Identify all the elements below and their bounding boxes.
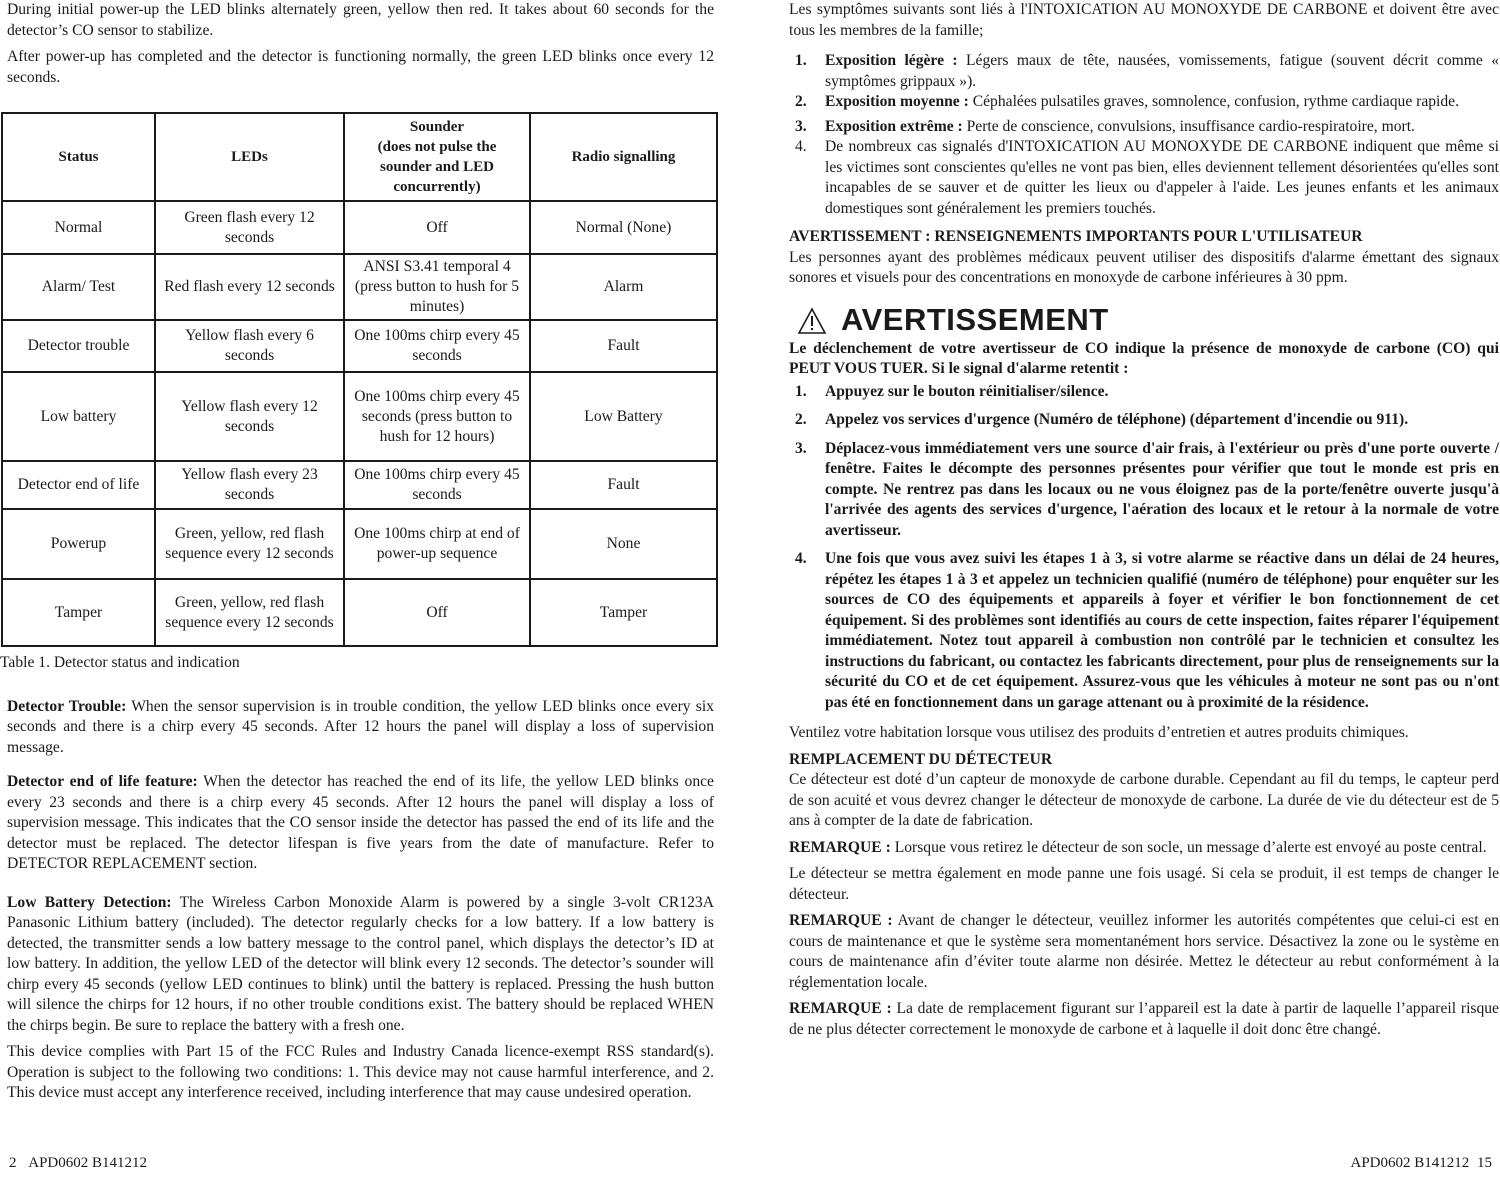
- note1-paragraph: [789, 838, 1499, 859]
- cell-radio: Fault: [530, 320, 717, 372]
- fault-paragraph: Le détecteur se mettra également en mode panne une fois usagé. Si cela se produit, il est temps de changer le détecteur.: [789, 865, 1499, 903]
- avertissement-text: Les personnes ayant des problèmes médicaux peuvent utiliser des dispositifs d'alarme émettant des signaux sonores et visuels pour des concentrations en monoxyde de carbone inférieures à 30 ppm.: [789, 248, 1499, 286]
- list-item: [789, 549, 1499, 713]
- right-footer: [1350, 1155, 1492, 1172]
- detector-trouble-text: When the sensor supervision is in trouble condition, the yellow LED blinks once every six seconds and there is a chirp every 45 seconds. After 12 hours the panel will display a loss of supervision message.: [7, 697, 715, 756]
- symptom-text: Perte de conscience, convulsions, insuffisance cardio-respiratoire, mort.: [962, 117, 1415, 135]
- note1-label: REMARQUE :: [789, 838, 891, 856]
- cell-sounder: One 100ms chirp at end of power-up sequence: [344, 509, 530, 579]
- low-battery-paragraph: [7, 893, 714, 1037]
- warning-triangle-icon: [797, 307, 827, 335]
- cell-radio: Alarm: [530, 254, 717, 320]
- cell-status: Powerup: [2, 509, 155, 579]
- note3-label: REMARQUE :: [789, 1000, 892, 1017]
- cell-sounder: One 100ms chirp every 45 seconds (press button to hush for 12 hours): [344, 372, 530, 461]
- list-item: [789, 410, 1499, 431]
- list-number: 2.: [795, 411, 807, 428]
- symptom-label: Exposition légère :: [825, 52, 958, 69]
- cell-radio: Normal (None): [530, 201, 717, 254]
- note2-text: Avant de changer le détecteur, veuillez informer les autorités compétentes que celui-ci est en cours de maintenance et que le système sera momentanément hors service. Désactivez la zone ou le système en cours de maintenance afin d’éviter toute alarme non désirée. Mettez le détecteur au rebut conformément à la réglementation locale.: [789, 912, 1499, 991]
- header-sounder-note: (does not pulse the sounder and LED concurrently): [377, 139, 497, 195]
- symptom-text: Légers maux de tête, nausées, vomissements, fatigue (souvent décrit comme « symptômes grippaux »).: [825, 52, 1499, 90]
- left-document-code: APD0602 B141212: [28, 1155, 148, 1171]
- end-of-life-paragraph: [7, 772, 714, 875]
- list-number: 1.: [795, 382, 807, 400]
- cell-sounder: One 100ms chirp every 45 seconds: [344, 320, 530, 372]
- cell-status: Detector trouble: [2, 320, 155, 372]
- table-row: [2, 579, 717, 646]
- cell-leds: Yellow flash every 12 seconds: [155, 372, 344, 461]
- table-row: [2, 461, 717, 509]
- avertissement-title: [789, 227, 1499, 248]
- fcc-paragraph: This device complies with Part 15 of the FCC Rules and Industry Canada licence-exempt RSS standard(s). Operation is subject to the following two conditions: 1. This device may not cause harmful interference, and 2. This device must accept any interference received, including interference that may cause undesired operation.: [7, 1043, 714, 1101]
- table-header-row: [2, 113, 717, 201]
- right-page-number: 15: [1477, 1155, 1492, 1171]
- symptoms-list: [789, 51, 1499, 219]
- end-of-life-label: Detector end of life feature:: [7, 773, 198, 790]
- cell-radio: None: [530, 509, 717, 579]
- header-sounder-title: Sounder: [409, 119, 465, 135]
- low-battery-text: The Wireless Carbon Monoxide Alarm is powered by a single 3-volt CR123A Panasonic Lithium battery (included). The detector regularly checks for a low battery. If a low battery is detected, the transmitter sends a low battery message to the control panel, which displays the detector’s ID at low battery. In addition, the yellow LED of the detector will blink every 12 seconds. The detector’s sounder will chirp every 45 seconds (yellow LED continues to blink) until the battery is replaced. Pressing the hush button will silence the chirps for 12 hours, if no other trouble conditions exist. The battery should be replaced WHEN the chirps begin. Be sure to replace the battery with a fresh one.: [7, 893, 714, 1034]
- list-item: [789, 117, 1499, 138]
- cell-sounder: Off: [344, 579, 530, 646]
- low-battery-label: Low Battery Detection:: [7, 893, 172, 911]
- list-number: 3.: [795, 439, 807, 457]
- steps-list: [789, 382, 1499, 714]
- note2-paragraph: [789, 911, 1499, 993]
- cell-leds: Yellow flash every 6 seconds: [155, 320, 344, 372]
- cell-sounder: One 100ms chirp every 45 seconds: [344, 461, 530, 509]
- symptom-text: De nombreux cas signalés d'INTOXICATION AU MONOXYDE DE CARBONE indiquent que même si les victimes sont conscientes qu'elles ne vont pas bien, elles deviennent tellement désorientées qu'elles sont incapables de se sauver et de quitter les lieux ou d'appeler à l'aide. Les jeunes enfants et les animaux domestiques sont généralement les premiers touchés.: [825, 138, 1499, 217]
- symptom-text: Céphalées pulsatiles graves, somnolence, confusion, rythme cardiaque rapide.: [968, 93, 1460, 110]
- cell-status: Low battery: [2, 372, 155, 461]
- cell-leds: Green, yellow, red flash sequence every 12 seconds: [155, 579, 344, 646]
- table-row: [2, 254, 717, 320]
- list-number: 2.: [795, 93, 807, 110]
- left-column: [0, 0, 715, 1104]
- list-number: 3.: [795, 117, 807, 135]
- step-text: Appuyez sur le bouton réinitialiser/silence.: [825, 382, 1109, 400]
- cell-leds: Green, yellow, red flash sequence every 12 seconds: [155, 509, 344, 579]
- left-page-number: 2: [9, 1155, 17, 1171]
- cell-status: Detector end of life: [2, 461, 155, 509]
- header-status: Status: [2, 113, 155, 201]
- table-row: [2, 372, 717, 461]
- cell-sounder: Off: [344, 201, 530, 254]
- right-document-code: APD0602 B141212: [1350, 1155, 1470, 1171]
- cell-status: Tamper: [2, 579, 155, 646]
- note3-paragraph: [789, 999, 1499, 1040]
- warning-heading: [789, 303, 1499, 339]
- end-of-life-text: When the detector has reached the end of its life, the yellow LED blinks once every 23 seconds and there is a chirp every 45 seconds. After 12 hours the panel will display a loss of supervision message. This indicates that the CO sensor inside the detector has passed the end of its life and the detector must be replaced. The detector lifespan is five years from the date of manufacture. Refer to DETECTOR REPLACEMENT section.: [7, 773, 714, 872]
- replacement-text: Ce détecteur est doté d’un capteur de monoxyde de carbone durable. Cependant au fil du temps, le capteur perd de son acuité et vous devrez changer le détecteur de monoxyde de carbone. La durée de vie du détecteur est de 5 ans à compter de la date de fabrication.: [789, 771, 1499, 829]
- replacement-title-text: REMPLACEMENT DU DÉTECTEUR: [789, 750, 1053, 768]
- note1-text: Lorsque vous retirez le détecteur de son socle, un message d’alerte est envoyé au poste central.: [890, 838, 1487, 856]
- warning-heading-text: AVERTISSEMENT: [841, 302, 1109, 338]
- ventilate-paragraph: Ventilez votre habitation lorsque vous utilisez des produits d’entretien et autres produits chimiques.: [789, 724, 1409, 741]
- powerup-paragraph: During initial power-up the LED blinks alternately green, yellow then red. It takes about 60 seconds for the detector’s CO sensor to stabilize.: [7, 1, 714, 39]
- normal-operation-paragraph: After power-up has completed and the detector is functioning normally, the green LED blinks once every 12 seconds.: [7, 48, 714, 86]
- list-item: [789, 382, 1499, 403]
- left-footer: [9, 1155, 147, 1172]
- cell-leds: Yellow flash every 23 seconds: [155, 461, 344, 509]
- list-item: [789, 51, 1499, 92]
- detector-status-table: [1, 112, 718, 647]
- table-row: [2, 201, 717, 254]
- cell-radio: Tamper: [530, 579, 717, 646]
- replacement-title: [789, 750, 1499, 771]
- detector-trouble-paragraph: [7, 697, 714, 759]
- list-item: [789, 137, 1499, 219]
- cell-sounder: ANSI S3.41 temporal 4 (press button to hush for 5 minutes): [344, 254, 530, 320]
- cell-radio: Fault: [530, 461, 717, 509]
- cell-radio: Low Battery: [530, 372, 717, 461]
- right-column: [789, 0, 1499, 1040]
- header-leds: LEDs: [155, 113, 344, 201]
- symptom-label: Exposition extrême :: [825, 117, 963, 135]
- note2-label: REMARQUE :: [789, 912, 893, 929]
- avertissement-title-text: AVERTISSEMENT : RENSEIGNEMENTS IMPORTANTS POUR L'UTILISATEUR: [789, 228, 1363, 245]
- note3-text: La date de remplacement figurant sur l’appareil est la date à partir de laquelle l’appareil risque de ne plus détecter correctement le monoxyde de carbone et à laquelle il doit donc être changé.: [789, 1000, 1499, 1038]
- symptoms-intro: Les symptômes suivants sont liés à l'INTOXICATION AU MONOXYDE DE CARBONE et doivent être avec tous les membres de la famille;: [789, 1, 1499, 39]
- list-number: 1.: [795, 52, 807, 69]
- list-item: [789, 439, 1499, 542]
- list-number: 4.: [795, 550, 807, 567]
- step-text: Une fois que vous avez suivi les étapes 1 à 3, si votre alarme se réactive dans un délai de 24 heures, répétez les étapes 1 à 3 et appelez un technicien qualifié (numéro de téléphone) pour enquêter sur les sources de CO des équipements et appareils à foyer et vérifier le bon fonctionnement de cet équipement. Si des problèmes sont identifiés au cours de cette inspection, faites réparer l'équipement immédiatement. Notez tout appareil à combustion non contrôlé par le technicien et consultez les instructions du fabricant, ou contactez les fabricants directement, pour plus de renseignements sur la sécurité du CO et de cet équipement. Assurez-vous que les véhicules à moteur ne sont pas ou n'ont pas été en fonctionnement dans un garage attenant ou à proximité de la résidence.: [825, 550, 1499, 711]
- list-number: 4.: [795, 138, 807, 155]
- cell-status: Normal: [2, 201, 155, 254]
- step-text: Déplacez-vous immédiatement vers une source d'air frais, à l'extérieur ou près d'une porte ouverte / fenêtre. Faites le décompte des personnes présentes pour vérifier que tout le monde est pris en compte. Ne rentrez pas dans les locaux ou ne vous éloignez pas de la porte/fenêtre ouverte jusqu'à l'arrivée des agents des services d'urgence, l'aération des locaux et le retour à la normale de votre avertisseur.: [825, 439, 1499, 539]
- cell-leds: Red flash every 12 seconds: [155, 254, 344, 320]
- table-caption: Table 1. Detector status and indication: [0, 654, 240, 671]
- list-item: [789, 92, 1499, 113]
- step-text: Appelez vos services d'urgence (Numéro de téléphone) (département d'incendie ou 911).: [825, 411, 1409, 428]
- cell-leds: Green flash every 12 seconds: [155, 201, 344, 254]
- table-row: [2, 320, 717, 372]
- detector-trouble-label: Detector Trouble:: [7, 697, 127, 715]
- table-row: [2, 509, 717, 579]
- header-radio: Radio signalling: [530, 113, 717, 201]
- warning-intro: Le déclenchement de votre avertisseur de CO indique la présence de monoxyde de carbone (CO) qui PEUT VOUS TUER. Si le signal d'alarme retentit :: [789, 339, 1499, 377]
- symptom-label: Exposition moyenne :: [825, 93, 969, 110]
- header-sounder: [344, 113, 530, 201]
- cell-status: Alarm/ Test: [2, 254, 155, 320]
